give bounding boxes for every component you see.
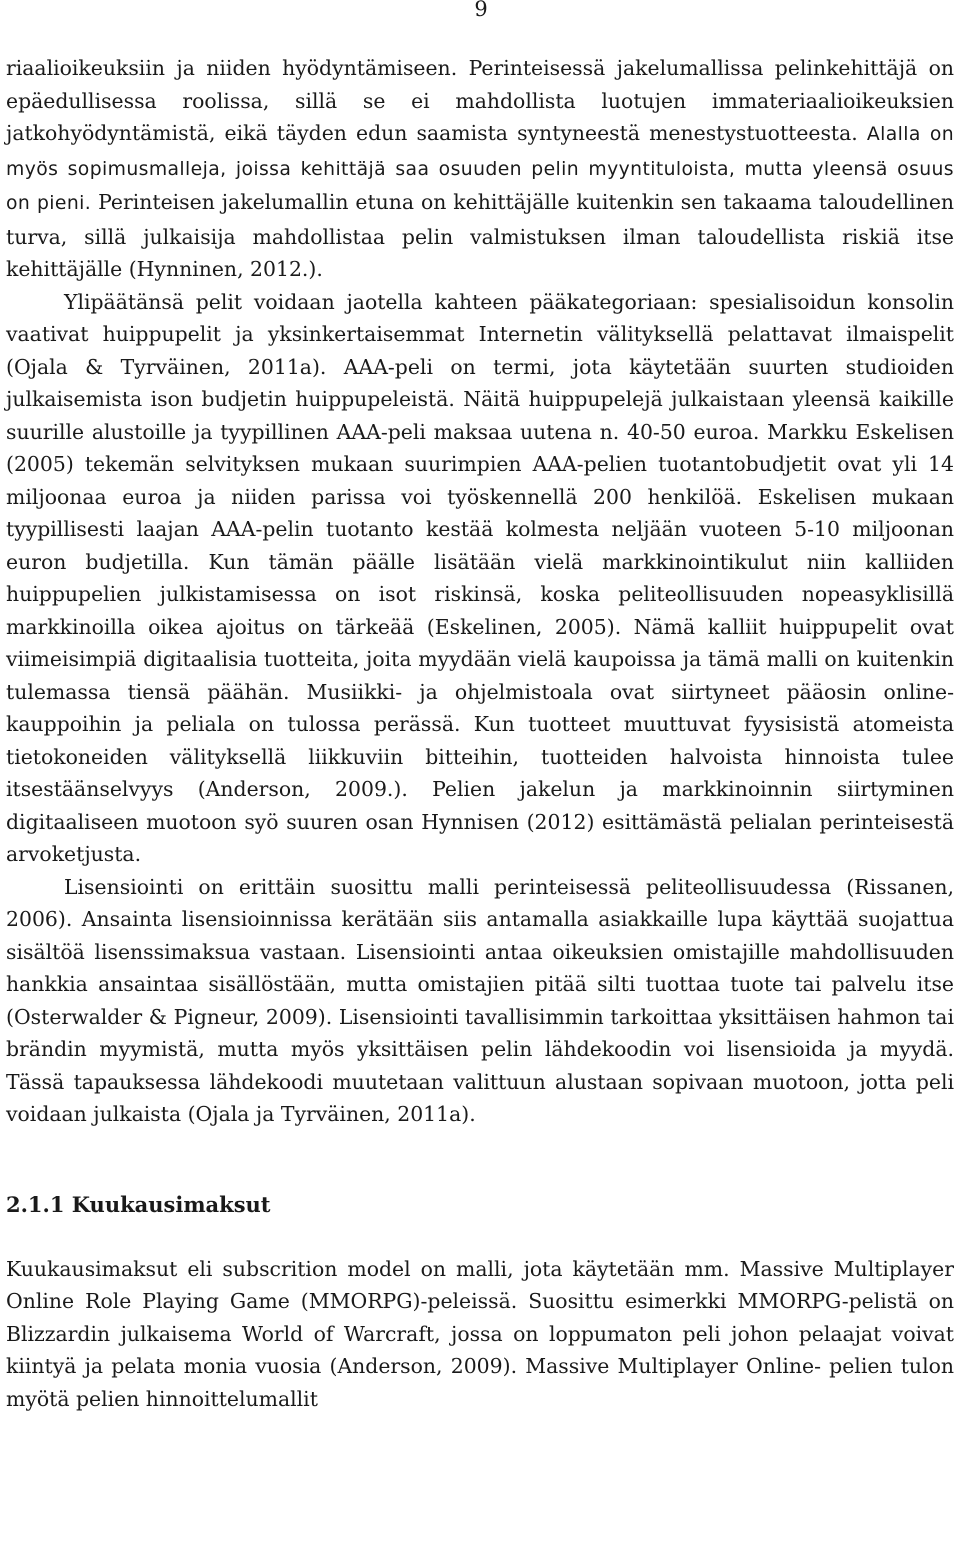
paragraph-1-text-c: Perinteisen jakelumallin etuna on kehittäjälle kuitenkin sen takaama taloudellinen turva, sillä julkaisija mahdollistaa pelin valmistuksen ilman taloudellista riskiä itse kehittäjälle (Hynninen, 2012.). (6, 190, 955, 281)
paragraph-3: Lisensiointi on erittäin suosittu malli perinteisessä peliteollisuudessa (Rissanen, 2006). Ansainta lisensioinnissa kerätään siis antamalla asiakkaille lupa käyttää suojattua sisältöä lisenssimaksua vastaan. Lisensiointi antaa oikeuksien omistajille mahdollisuuden hankkia ansaintaa sisällöstään, mutta omistajien pitää silti tuottaa tuote tai palvelu itse (Osterwalder & Pigneur, 2009). Lisensiointi tavallisimmin tarkoittaa yksittäisen hahmon tai brändin myymistä, mutta myös yksittäisen pelin lähdekoodin voi lisensioida ja myydä. Tässä tapauksessa lähdekoodi muutetaan valittuun alustaan sopivaan muotoon, jotta peli voidaan julkaista (Ojala ja Tyrväinen, 2011a). (6, 874, 954, 1126)
paragraph-1-text-a: riaalioikeuksiin ja niiden hyödyntämiseen. Perinteisessä jakelumallissa pelinkehittäjä on epäedullisessa roolissa, sillä se ei mahdollista luotujen immateriaalioikeuksien jatkohyödyntämistä, eikä täyden edun saamista syntyneestä menestystuotteesta. (6, 56, 954, 145)
page-number: 9 (474, 0, 488, 21)
document-body (6, 52, 954, 1415)
paragraph-1-text-b: Alalla on myös sopimusmalleja, joissa kehittäjä saa osuuden pelin myyntituloista, mutta yleensä osuus on pieni. (6, 124, 955, 214)
section-heading: 2.1.1 Kuukausimaksut (6, 1191, 271, 1217)
section-paragraph: Kuukausimaksut eli subscrition model on malli, jota käytetään mm. Massive Multiplayer Online Role Playing Game (MMORPG)-peleissä. Suosittu esimerkki MMORPG-pelistä on Blizzardin julkaisema World of Warcraft, jossa on loppumaton peli johon pelaajat voivat kiintyä ja pelata monia vuosia (Anderson, 2009). Massive Multiplayer Online- pelien tulon myötä pelien hinnoittelumallit (6, 1256, 954, 1411)
paragraph-1 (6, 52, 954, 286)
paragraph-2: Ylipäätänsä pelit voidaan jaotella kahteen pääkategoriaan: spesialisoidun konsolin vaativat huippupelit ja yksinkertaisemmat Internetin välityksellä pelattavat ilmaispelit (Ojala & Tyrväinen, 2011a). AAA-peli on termi, jota käytetään suurten studioiden julkaisemista ison budjetin huippupeleistä. Näitä huippupelejä julkaistaan yleensä kaikille suurille alustoille ja tyypillinen AAA-peli maksaa uutena n. 40-50 euroa. Markku Eskelisen (2005) tekemän selvityksen mukaan suurimpien AAA-pelien tuotantobudjetit ovat yli 14 miljoonaa euroa ja niiden parissa voi työskennellä 200 henkilöä. Eskelisen mukaan tyypillisesti laajan AAA-pelin tuotanto kestää kolmesta neljään vuoteen 5-10 miljoonan euron budjetilla. Kun tämän päälle lisätään vielä markkinointikulut niin kalliiden huippupelien julkistamisessa on isot riskinsä, koska peliteollisuuden nopeasyklisillä markkinoilla oikea ajoitus on tärkeää (Eskelinen, 2005). Nämä kalliit huippupelit ovat viimeisimpiä digitaalisia tuotteita, joita myydään vielä kaupoissa ja tämä malli on kuitenkin tulemassa tiensä päähän. Musiikki- ja ohjelmistoala ovat siirtyneet pääosin online-kauppoihin ja peliala on tulossa perässä. Kun tuotteet muuttuvat fyysisistä atomeista tietokoneiden välityksellä liikkuviin bitteihin, tuotteiden halvoista hinnoista tulee itsestäänselvyys (Anderson, 2009.). Pelien jakelun ja markkinoinnin siirtyminen digitaaliseen muotoon syö suuren osan Hynnisen (2012) esittämästä pelialan perinteisestä arvoketjusta. (6, 289, 954, 866)
